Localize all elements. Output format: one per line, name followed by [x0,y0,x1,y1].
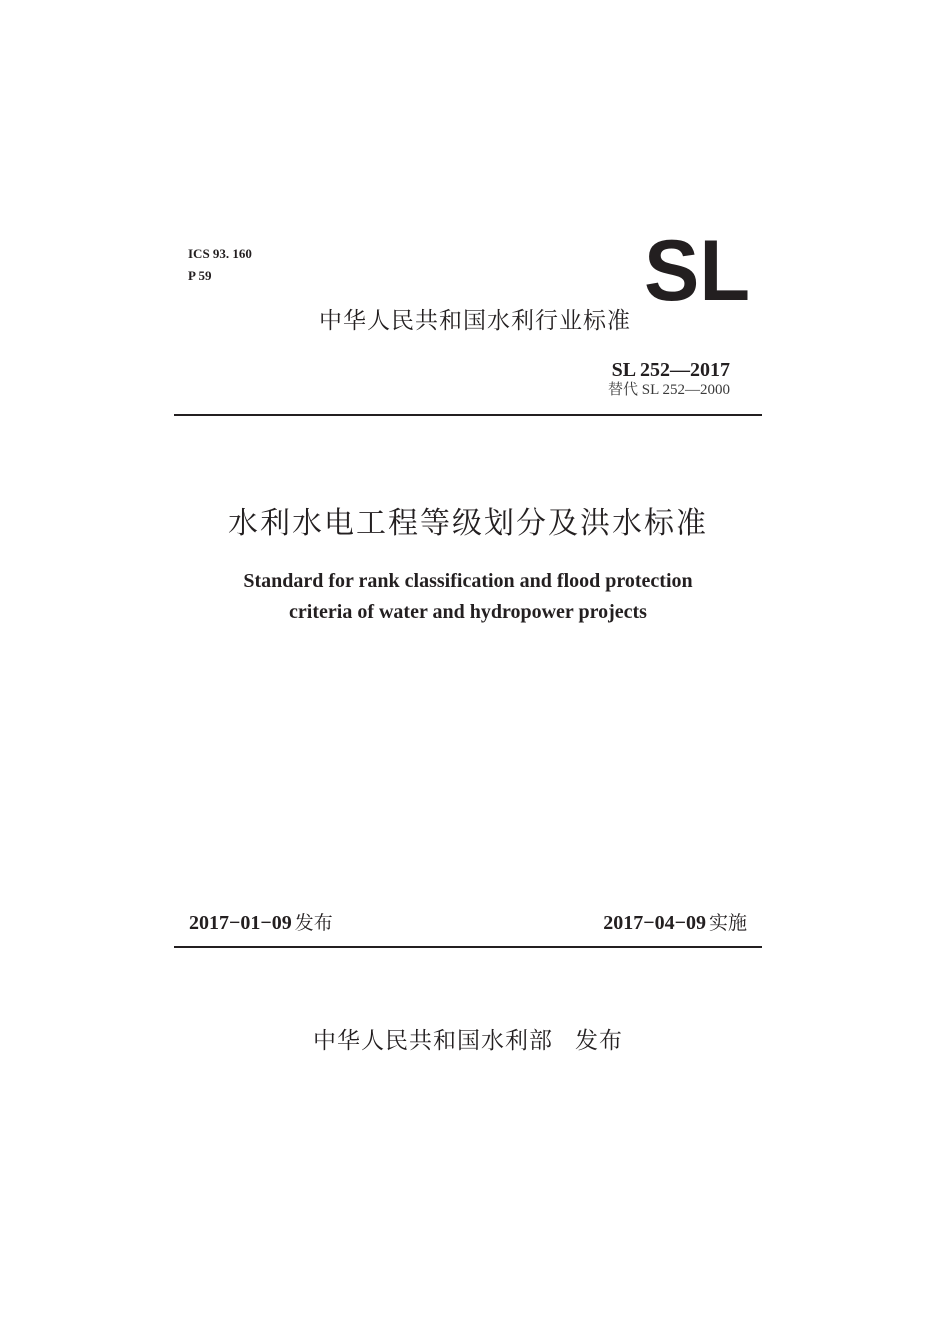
sl-logo [644,232,750,304]
issuer-category: 中华人民共和国水利行业标准 [319,308,631,334]
replaced-standard: 替代 SL 252—2000 [608,382,730,398]
publish-label: 发布 [575,1028,623,1054]
top-divider [174,414,762,416]
publisher-name: 中华人民共和国水利部 [313,1028,553,1054]
bottom-divider [174,946,762,948]
implementation-date-value: 2017−04−09 [603,912,706,934]
title-english-line2: criteria of water and hydropower projects [289,601,647,623]
sl-logo-text: SL [644,232,750,304]
ics-code: ICS 93. 160 [188,246,252,261]
standard-number: SL 252—2017 [611,359,730,381]
publisher [0,1025,936,1057]
issue-date-label: 发布 [294,912,333,934]
issue-date [189,909,333,936]
implementation-date-label: 实施 [708,912,747,934]
title-chinese: 水利水电工程等级划分及洪水标准 [228,506,708,541]
ccs-code: P 59 [188,268,212,283]
title-english-line1: Standard for rank classification and flood protection [243,570,693,592]
implementation-date [603,909,747,936]
issue-date-value: 2017−01−09 [189,912,292,934]
